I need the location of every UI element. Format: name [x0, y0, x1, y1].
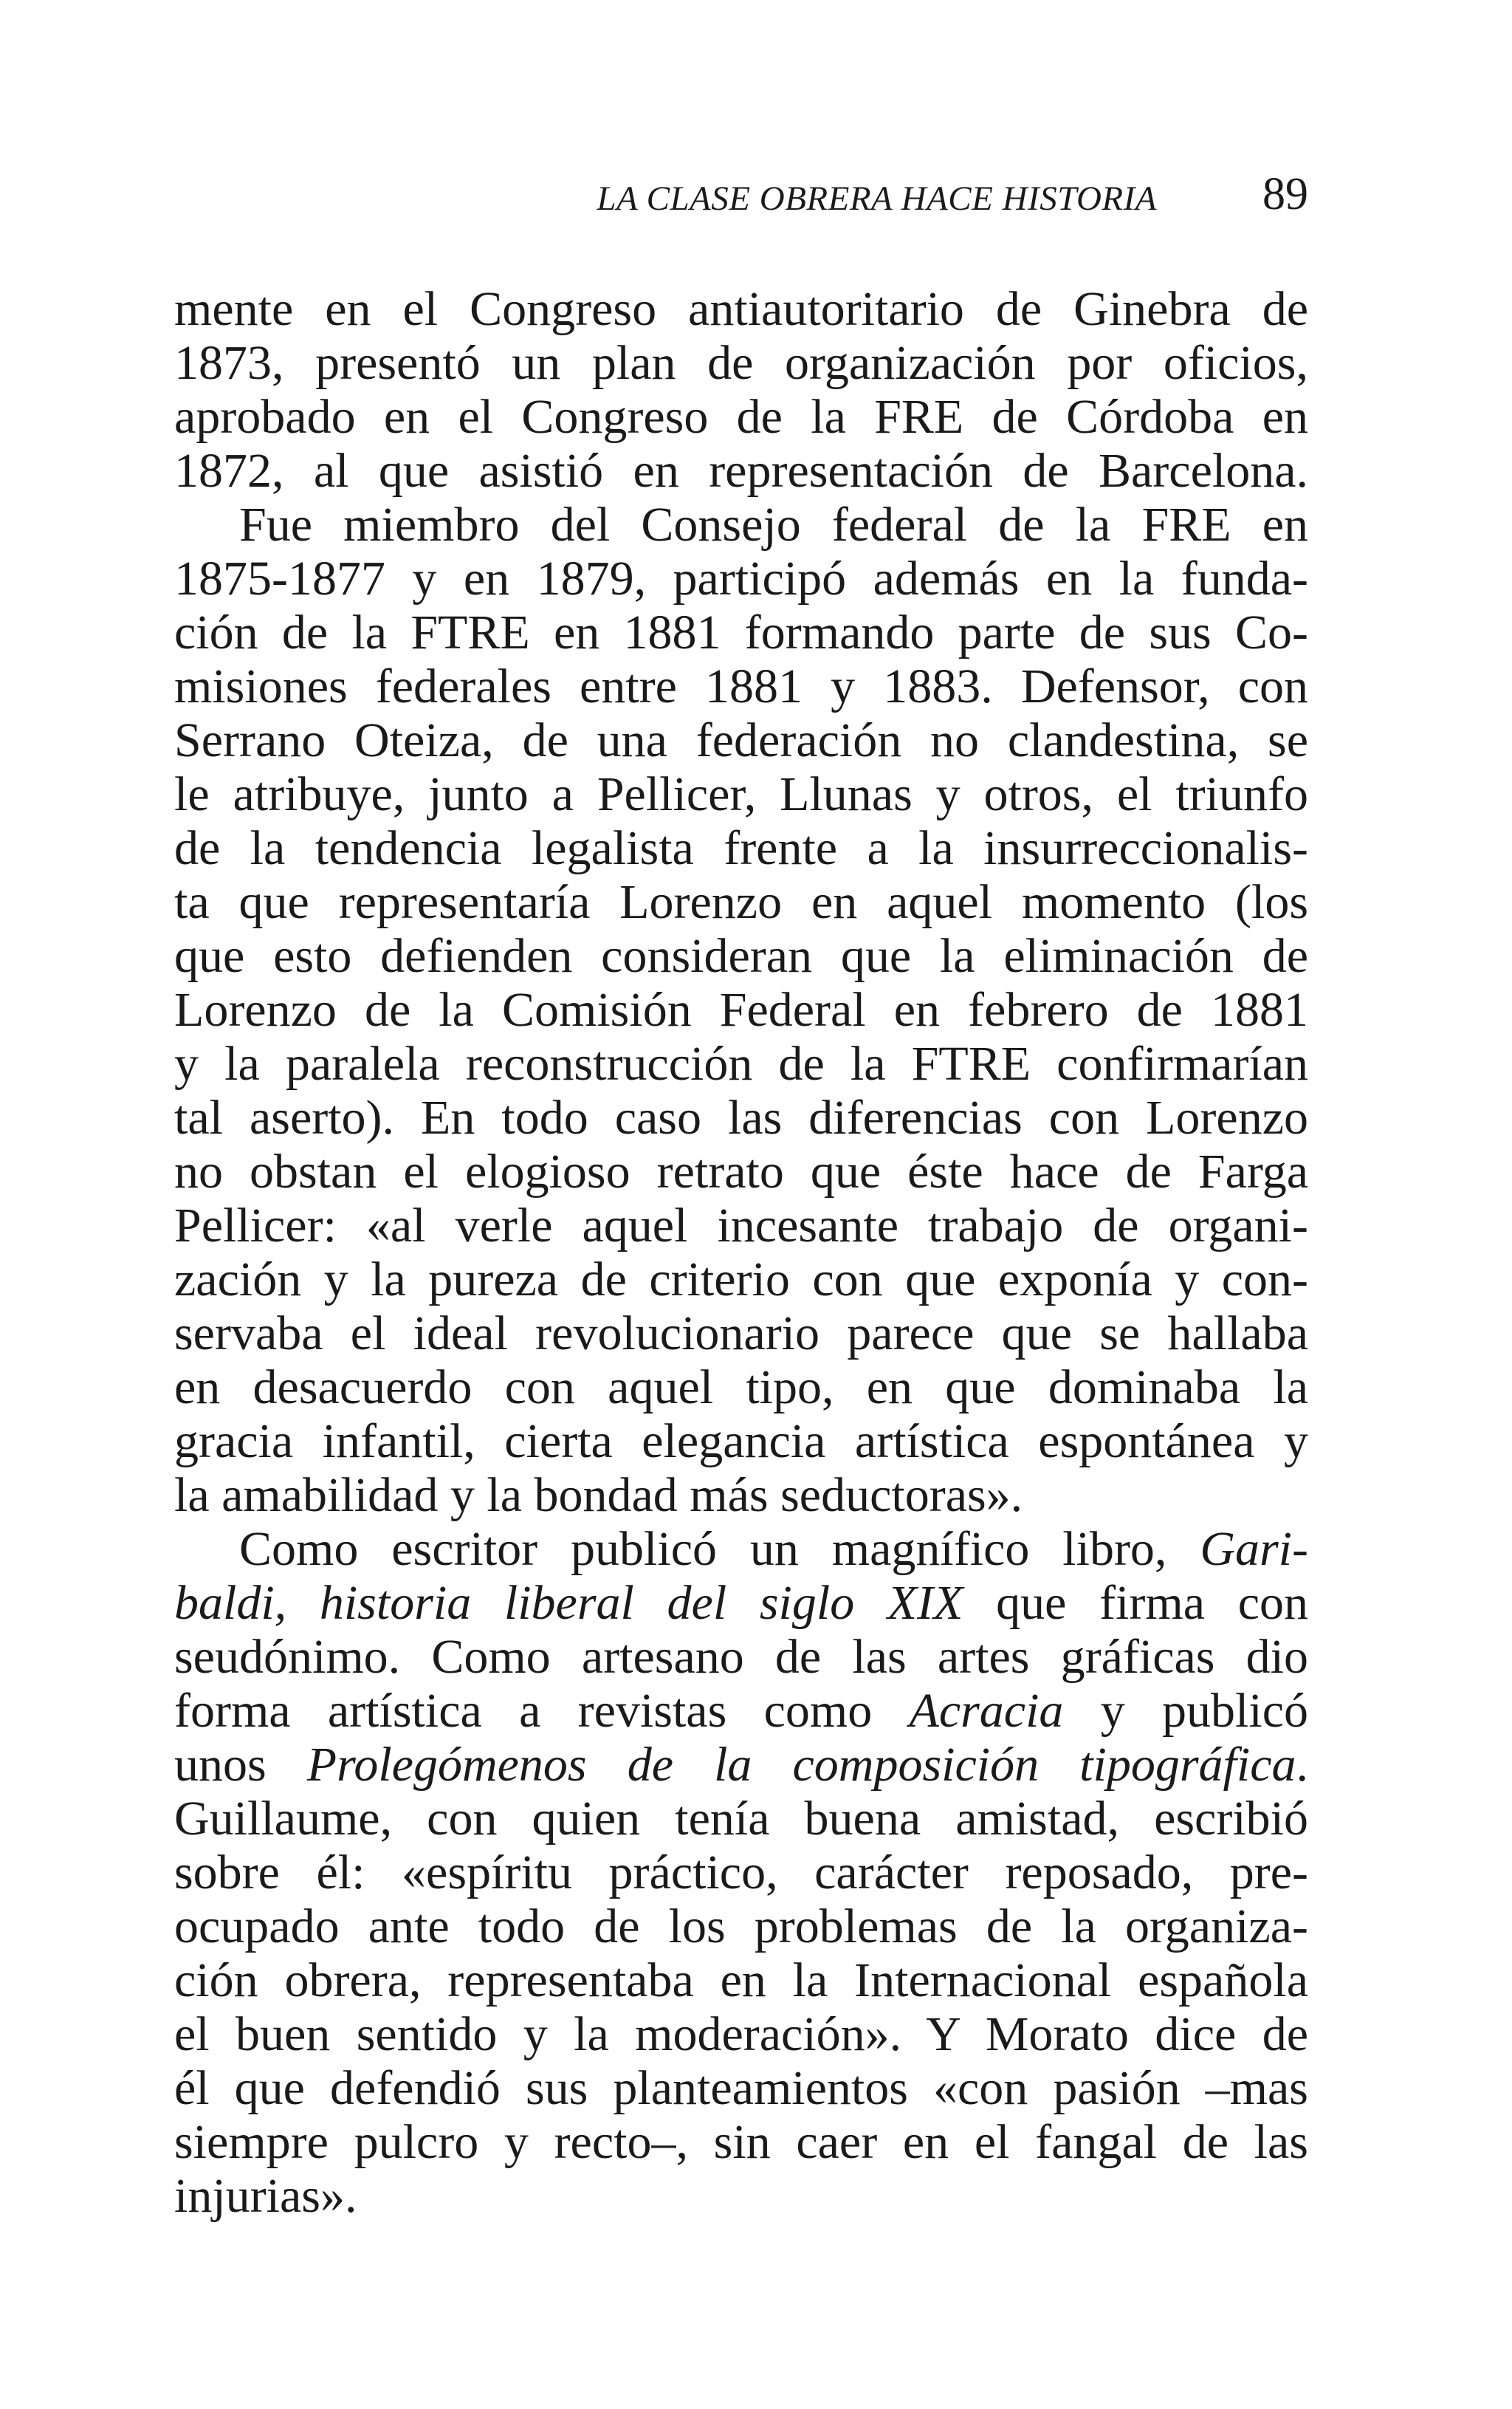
- paragraph-last-line: la amabilidad y la bondad más seductoras».: [174, 1468, 1023, 1522]
- text-line: ción de la FTRE en 1881 formando parte de sus Co-: [174, 606, 1308, 659]
- text-line: forma artística a revistas como Acracia y publicó: [174, 1684, 1308, 1738]
- text-line: él que defendió sus planteamientos «con pasión –mas: [174, 2061, 1308, 2115]
- italic-title: Gari-: [1200, 1522, 1308, 1576]
- italic-title: baldi, historia liberal del siglo XIX: [174, 1576, 963, 1630]
- body-text: [174, 282, 1308, 2223]
- text-line: y la paralela reconstrucción de la FTRE confirmarían: [174, 1037, 1308, 1091]
- text-line: de la tendencia legalista frente a la insurreccionalis-: [174, 821, 1308, 875]
- text-line: siempre pulcro y recto–, sin caer en el fangal de las: [174, 2115, 1308, 2169]
- text-line: tal aserto). En todo caso las diferencias con Lorenzo: [174, 1091, 1308, 1145]
- text-line: aprobado en el Congreso de la FRE de Córdoba en: [174, 390, 1308, 444]
- text-line: ta que representaría Lorenzo en aquel momento (los: [174, 875, 1308, 929]
- text-line: ción obrera, representaba en la Internacional española: [174, 1953, 1308, 2007]
- text-line: zación y la pureza de criterio con que exponía y con-: [174, 1253, 1308, 1306]
- text-line: ocupado ante todo de los problemas de la organiza-: [174, 1899, 1308, 1953]
- text-line: el buen sentido y la moderación». Y Morato dice de: [174, 2007, 1308, 2061]
- running-title: LA CLASE OBRERA HACE HISTORIA: [597, 179, 1157, 218]
- text-line: servaba el ideal revolucionario parece que se hallaba: [174, 1306, 1308, 1360]
- text-line: baldi, historia liberal del siglo XIX que firma con: [174, 1576, 1308, 1630]
- text-line: no obstan el elogioso retrato que éste hace de Farga: [174, 1145, 1308, 1199]
- text-line: 1875-1877 y en 1879, participó además en la funda-: [174, 552, 1308, 606]
- paragraph-last-line: injurias».: [174, 2169, 357, 2223]
- text-line: 1872, al que asistió en representación de Barcelona.: [174, 444, 1308, 498]
- italic-title: Prolegómenos de la composición tipográfica: [306, 1738, 1296, 1792]
- text-line: Guillaume, con quien tenía buena amistad, escribió: [174, 1792, 1308, 1846]
- text-line: seudónimo. Como artesano de las artes gráficas dio: [174, 1630, 1308, 1684]
- text-line: gracia infantil, cierta elegancia artística espontánea y: [174, 1414, 1308, 1468]
- text-line: Pellicer: «al verle aquel incesante trabajo de organi-: [174, 1199, 1308, 1253]
- text-line: que esto defienden consideran que la eliminación de: [174, 929, 1308, 983]
- text-line: Lorenzo de la Comisión Federal en febrero de 1881: [174, 983, 1308, 1037]
- page-number: 89: [1262, 169, 1308, 219]
- text-line: 1873, presentó un plan de organización por oficios,: [174, 336, 1308, 390]
- text-line: misiones federales entre 1881 y 1883. Defensor, con: [174, 659, 1308, 713]
- text-line: mente en el Congreso antiautoritario de Ginebra de: [174, 282, 1308, 336]
- italic-title: Acracia: [909, 1684, 1064, 1738]
- paragraph-first-line: Fue miembro del Consejo federal de la FRE en: [239, 498, 1308, 552]
- text-line: le atribuye, junto a Pellicer, Llunas y otros, el triunfo: [174, 767, 1308, 821]
- running-head: [174, 168, 1308, 235]
- text-line: en desacuerdo con aquel tipo, en que dominaba la: [174, 1360, 1308, 1414]
- text-line: sobre él: «espíritu práctico, carácter reposado, pre-: [174, 1846, 1308, 1899]
- text-line: unos Prolegómenos de la composición tipográfica.: [174, 1738, 1309, 1792]
- text-line: Serrano Oteiza, de una federación no clandestina, se: [174, 713, 1308, 767]
- paragraph-first-line: Como escritor publicó un magnífico libro, Gari-: [239, 1522, 1308, 1576]
